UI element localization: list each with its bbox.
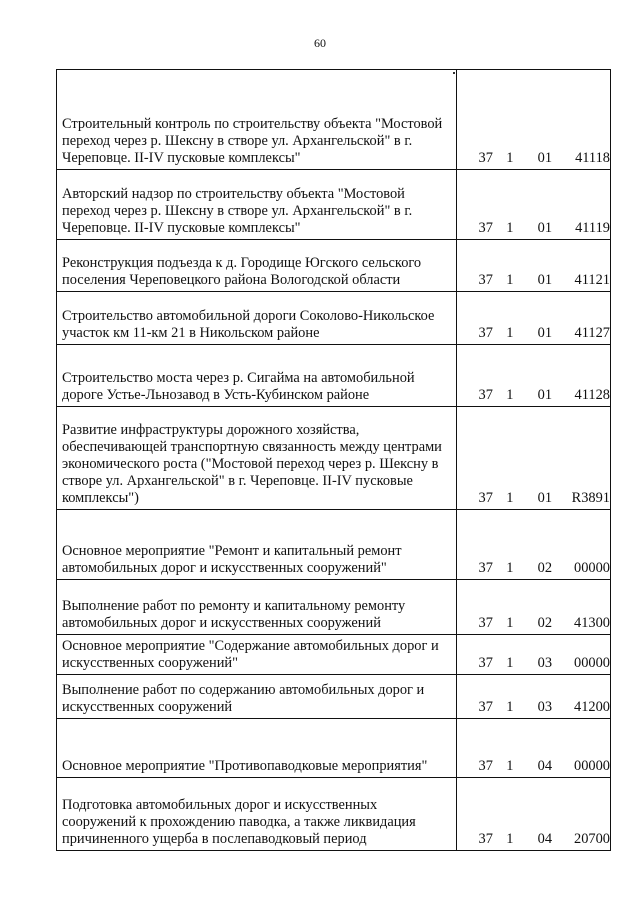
event-code: 04	[537, 758, 553, 774]
direction-code: 41128	[574, 387, 610, 403]
classification-code	[457, 272, 610, 289]
direction-code: 20700	[574, 831, 610, 847]
subprogram-code: 1	[506, 615, 514, 631]
classification-code-cell	[457, 240, 611, 292]
subprogram-code: 1	[506, 831, 514, 847]
expense-item-name: Выполнение работ по ремонту и капитальному ремонту автомобильных дорог и искусственных сооружений	[57, 580, 457, 635]
direction-code: 00000	[574, 560, 610, 576]
table-row	[57, 407, 611, 510]
table-row	[57, 292, 611, 345]
table-row	[57, 510, 611, 580]
direction-code: 41127	[574, 325, 610, 341]
event-code: 04	[537, 831, 553, 847]
event-code: 03	[537, 699, 553, 715]
event-code: 01	[537, 220, 553, 236]
direction-code: 41118	[575, 150, 610, 166]
direction-code: 41300	[574, 615, 610, 631]
classification-code	[457, 699, 610, 716]
classification-code	[457, 831, 610, 848]
classification-code	[457, 150, 610, 167]
subprogram-code: 1	[506, 325, 514, 341]
direction-code: 00000	[574, 758, 610, 774]
classification-code	[457, 758, 610, 775]
subprogram-code: 1	[506, 560, 514, 576]
direction-code: R3891	[571, 490, 610, 506]
program-code: 37	[478, 615, 493, 631]
table-row	[57, 719, 611, 778]
classification-code-cell	[457, 580, 611, 635]
subprogram-code: 1	[506, 699, 514, 715]
classification-code	[457, 490, 610, 507]
classification-code-cell	[457, 345, 611, 407]
expense-item-name: Строительство автомобильной дороги Соколово-Никольское участок км 11-км 21 в Никольском районе	[57, 292, 457, 345]
classification-code	[457, 220, 610, 237]
subprogram-code: 1	[506, 655, 514, 671]
direction-code: 41119	[575, 220, 610, 236]
table-row	[57, 70, 611, 170]
event-code: 01	[537, 272, 553, 288]
classification-code	[457, 387, 610, 404]
classification-code	[457, 655, 610, 672]
classification-code-cell	[457, 675, 611, 719]
expense-item-name: Выполнение работ по содержанию автомобильных дорог и искусственных сооружений	[57, 675, 457, 719]
program-code: 37	[478, 758, 493, 774]
direction-code: 41200	[574, 699, 610, 715]
classification-code	[457, 615, 610, 632]
classification-code-cell	[457, 170, 611, 240]
subprogram-code: 1	[506, 150, 514, 166]
event-code: 01	[537, 325, 553, 341]
classification-code-cell	[457, 292, 611, 345]
table-body	[57, 70, 611, 851]
classification-code-cell	[457, 70, 611, 170]
expense-item-name: Строительство моста через р. Сигайма на автомобильной дороге Устье-Льнозавод в Усть-Кубинском районе	[57, 345, 457, 407]
table-row	[57, 675, 611, 719]
budget-classification-table	[56, 69, 611, 851]
program-code: 37	[478, 655, 493, 671]
classification-code-cell	[457, 510, 611, 580]
classification-code-cell	[457, 407, 611, 510]
event-code: 02	[537, 615, 553, 631]
classification-code-cell	[457, 719, 611, 778]
expense-item-name: Строительный контроль по строительству объекта "Мостовой переход через р. Шексну в створе ул. Архангельской" в г. Череповце. II-IV пусковые комплексы"	[57, 70, 457, 170]
table-row	[57, 580, 611, 635]
expense-item-name: Развитие инфраструктуры дорожного хозяйства, обеспечивающей транспортную связанность между центрами экономического роста ("Мостовой переход через р. Шексну в створе ул. Архангельской" в г. Череповце. II-IV пусковые комплексы")	[57, 407, 457, 510]
classification-code-cell	[457, 635, 611, 675]
subprogram-code: 1	[506, 272, 514, 288]
expense-item-name: Основное мероприятие "Содержание автомобильных дорог и искусственных сооружений"	[57, 635, 457, 675]
program-code: 37	[478, 831, 493, 847]
direction-code: 41121	[574, 272, 610, 288]
expense-item-name: Подготовка автомобильных дорог и искусственных сооружений к прохождению паводка, а также ликвидация причиненного ущерба в послепаводковый период	[57, 778, 457, 851]
table-row	[57, 345, 611, 407]
expense-item-name: Основное мероприятие "Ремонт и капитальный ремонт автомобильных дорог и искусственных сооружений"	[57, 510, 457, 580]
expense-item-name: Основное мероприятие "Противопаводковые мероприятия"	[57, 719, 457, 778]
event-code: 01	[537, 387, 553, 403]
program-code: 37	[478, 325, 493, 341]
table-row	[57, 170, 611, 240]
event-code: 02	[537, 560, 553, 576]
subprogram-code: 1	[506, 490, 514, 506]
expense-item-name: Авторский надзор по строительству объекта "Мостовой переход через р. Шексну в створе ул. Архангельской" в г. Череповце. II-IV пусковые комплексы"	[57, 170, 457, 240]
classification-code-cell	[457, 778, 611, 851]
classification-code	[457, 560, 610, 577]
program-code: 37	[478, 387, 493, 403]
classification-code	[457, 325, 610, 342]
program-code: 37	[478, 220, 493, 236]
program-code: 37	[478, 699, 493, 715]
program-code: 37	[478, 150, 493, 166]
program-code: 37	[478, 272, 493, 288]
table-row	[57, 778, 611, 851]
table-row	[57, 635, 611, 675]
subprogram-code: 1	[506, 220, 514, 236]
event-code: 01	[537, 490, 553, 506]
direction-code: 00000	[574, 655, 610, 671]
program-code: 37	[478, 560, 493, 576]
page-number: 60	[314, 36, 326, 50]
subprogram-code: 1	[506, 387, 514, 403]
event-code: 01	[537, 150, 553, 166]
expense-item-name: Реконструкция подъезда к д. Городище Югского сельского поселения Череповецкого района Вологодской области	[57, 240, 457, 292]
program-code: 37	[478, 490, 493, 506]
subprogram-code: 1	[506, 758, 514, 774]
event-code: 03	[537, 655, 553, 671]
table-row	[57, 240, 611, 292]
